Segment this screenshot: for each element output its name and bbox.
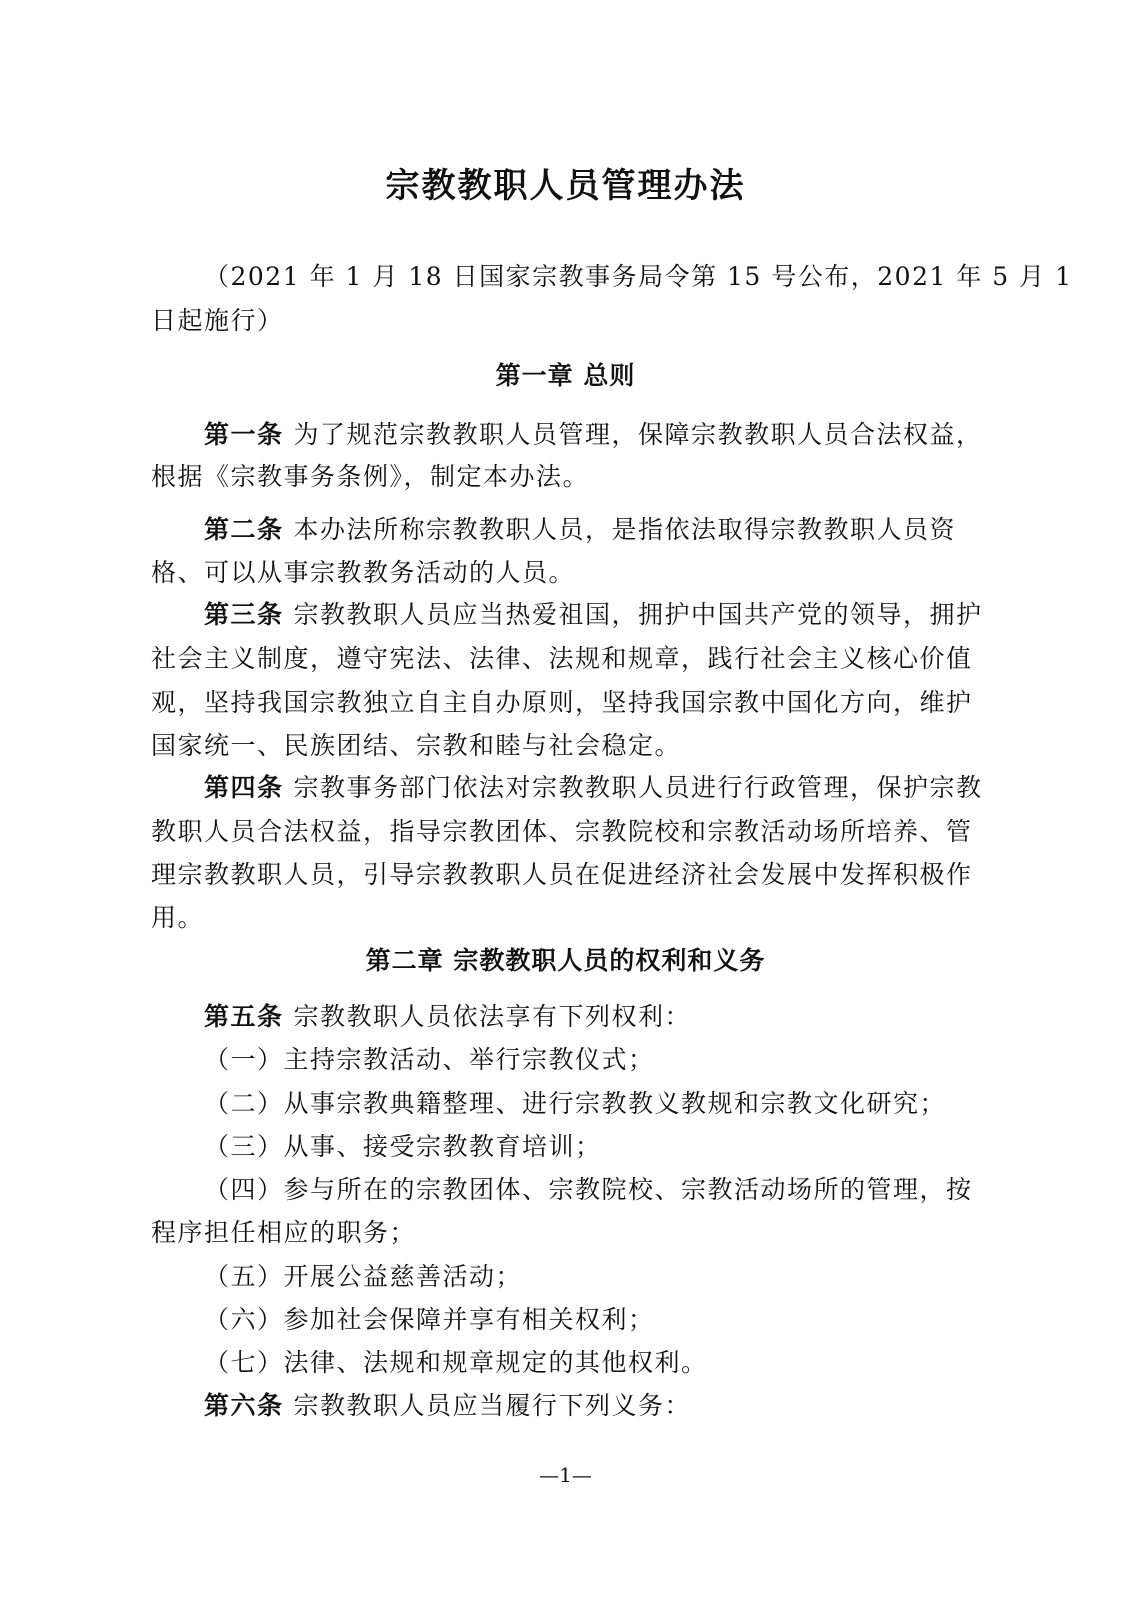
document-title: 宗教教职人员管理办法 (385, 166, 746, 206)
article-text: 本办法所称宗教教职人员，是指依法取得宗教教职人员资 (293, 515, 957, 544)
article-label: 第二条 (204, 515, 284, 544)
article-text: 观，坚持我国宗教独立自主自办原则，坚持我国宗教中国化方向，维护 (151, 688, 973, 717)
list-item: （二）从事宗教典籍整理、进行宗教教义教规和宗教文化研究； (204, 1089, 947, 1118)
article-label: 第五条 (204, 1002, 284, 1031)
article-paragraph (204, 418, 983, 452)
article-text: 国家统一、民族团结、宗教和睦与社会稳定。 (151, 731, 682, 760)
article-paragraph (204, 771, 983, 805)
article-paragraph (204, 1000, 691, 1034)
article-text: 宗教教职人员应当热爱祖国，拥护中国共产党的领导，拥护 (293, 600, 983, 629)
preamble-line: （2021 年 1 月 18 日国家宗教事务局令第 15 号公布，2021 年 5 月 1 (204, 262, 1073, 291)
list-item: （四）参与所在的宗教团体、宗教院校、宗教活动场所的管理，按 (204, 1175, 973, 1204)
article-label: 第一条 (204, 420, 284, 449)
list-item: （五）开展公益慈善活动； (204, 1262, 523, 1291)
chapter-heading: 第二章 宗教教职人员的权利和义务 (365, 946, 766, 975)
article-label: 第四条 (204, 773, 284, 802)
list-item: （七）法律、法规和规章规定的其他权利。 (204, 1348, 708, 1377)
article-text: 根据《宗教事务条例》，制定本办法。 (151, 462, 590, 491)
article-text: 宗教教职人员应当履行下列义务： (293, 1391, 692, 1420)
list-item: （三）从事、接受宗教教育培训； (204, 1132, 602, 1161)
chapter-heading: 第一章 总则 (495, 361, 636, 390)
article-text: 宗教教职人员依法享有下列权利： (293, 1002, 692, 1031)
article-text: 用。 (151, 903, 205, 932)
preamble-line: 日起施行） (151, 306, 284, 335)
list-item: （一）主持宗教活动、举行宗教仪式； (204, 1045, 655, 1074)
article-text: 格、可以从事宗教教务活动的人员。 (151, 558, 576, 587)
article-label: 第六条 (204, 1391, 284, 1420)
article-text: 社会主义制度，遵守宪法、法律、法规和规章，践行社会主义核心价值 (151, 644, 973, 673)
article-paragraph (204, 598, 983, 632)
page-number: —1— (539, 1463, 592, 1487)
article-label: 第三条 (204, 600, 284, 629)
article-text: 理宗教教职人员，引导宗教教职人员在促进经济社会发展中发挥积极作 (151, 860, 973, 889)
article-text: 宗教事务部门依法对宗教教职人员进行行政管理，保护宗教 (293, 773, 983, 802)
article-text: 教职人员合法权益，指导宗教团体、宗教院校和宗教活动场所培养、管 (151, 817, 973, 846)
list-item: （六）参加社会保障并享有相关权利； (204, 1305, 655, 1334)
article-paragraph (204, 1389, 691, 1423)
article-text: 为了规范宗教教职人员管理，保障宗教教职人员合法权益， (293, 420, 983, 449)
article-paragraph (204, 513, 956, 547)
list-item: 程序担任相应的职务； (151, 1218, 417, 1247)
